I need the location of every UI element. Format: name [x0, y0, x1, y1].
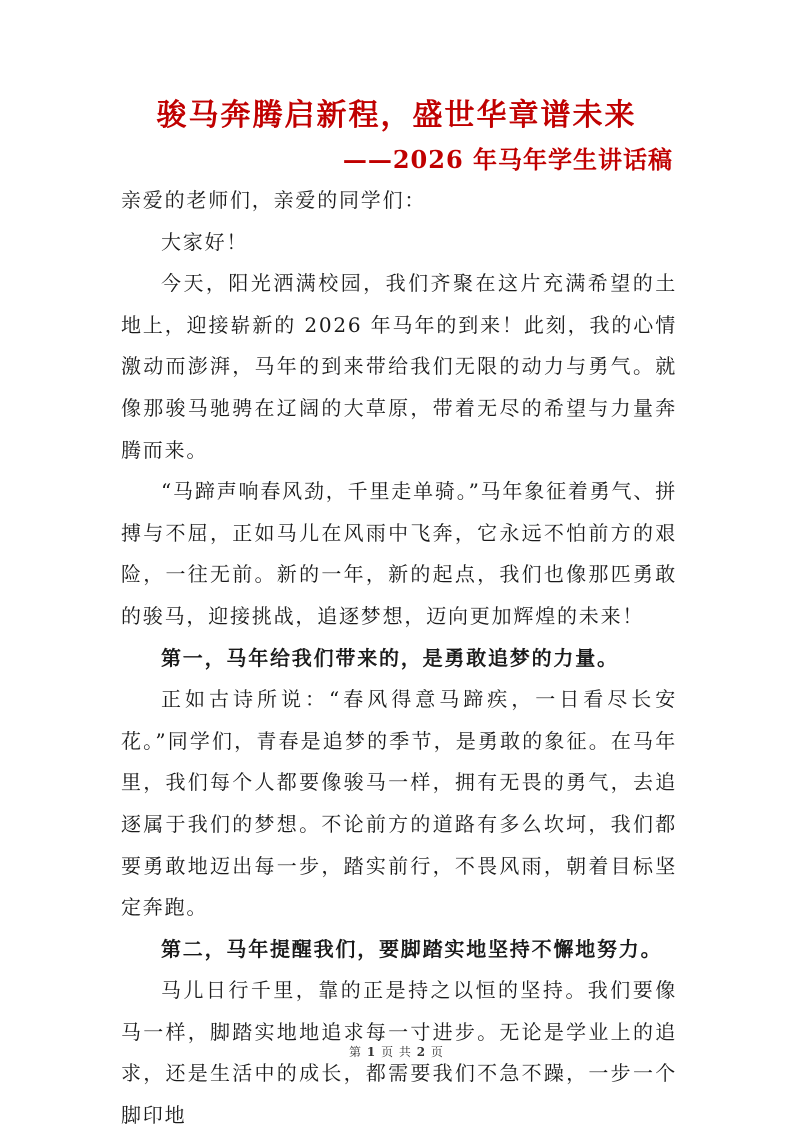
heading-point-one: 第一，马年给我们带来的，是勇敢追梦的力量。 [161, 645, 619, 670]
salutation: 亲爱的老师们，亲爱的同学们： [121, 188, 427, 212]
paragraph-point-two: 马儿日行千里，靠的正是持之以恒的坚持。我们要像马一样，脚踏实地地追求每一寸进步。无论是学业上的追求，还是生活中的成长，都需要我们不急不躁，一步一个脚印地 [121, 978, 677, 1128]
document-title: 骏马奔腾启新程，盛世华章谱未来 [156, 98, 637, 133]
greeting: 大家好！ [161, 229, 249, 254]
document-subtitle: ——2026 年马年学生讲话稿 [342, 145, 673, 174]
footer-middle: 页 共 [381, 1045, 412, 1059]
paragraph-opening: 今天，阳光洒满校园，我们齐聚在这片充满希望的土地上，迎接崭新的 2026 年马年的到来！此刻，我的心情激动而澎湃，马年的到来带给我们无限的动力与勇气。就像那骏马驰骋在辽阔的大草原，带着无尽的希望与力量奔腾而来。 [121, 271, 677, 462]
footer-page-number: 1 [366, 1045, 377, 1059]
page-footer [0, 1044, 793, 1060]
paragraph-point-one: 正如古诗所说：“春风得意马蹄疾，一日看尽长安花。”同学们，青春是追梦的季节，是勇敢的象征。在马年里，我们每个人都要像骏马一样，拥有无畏的勇气，去追逐属于我们的梦想。不论前方的道路有多么坎坷，我们都要勇敢地迈出每一步，踏实前行，不畏风雨，朝着目标坚定奔跑。 [121, 687, 677, 920]
footer-total-pages: 2 [416, 1045, 427, 1059]
document-body [121, 180, 677, 1137]
footer-suffix: 页 [430, 1045, 444, 1059]
paragraph-horse-symbol: “马蹄声响春风劲，千里走单骑。”马年象征着勇气、拼搏与不屈，正如马儿在风雨中飞奔，它永远不怕前方的艰险，一往无前。新的一年，新的起点，我们也像那匹勇敢的骏马，迎接挑战，追逐梦想，迈向更加辉煌的未来！ [121, 479, 677, 628]
heading-point-two: 第二，马年提醒我们，要脚踏实地坚持不懈地努力。 [161, 936, 663, 961]
footer-prefix: 第 [349, 1045, 363, 1059]
